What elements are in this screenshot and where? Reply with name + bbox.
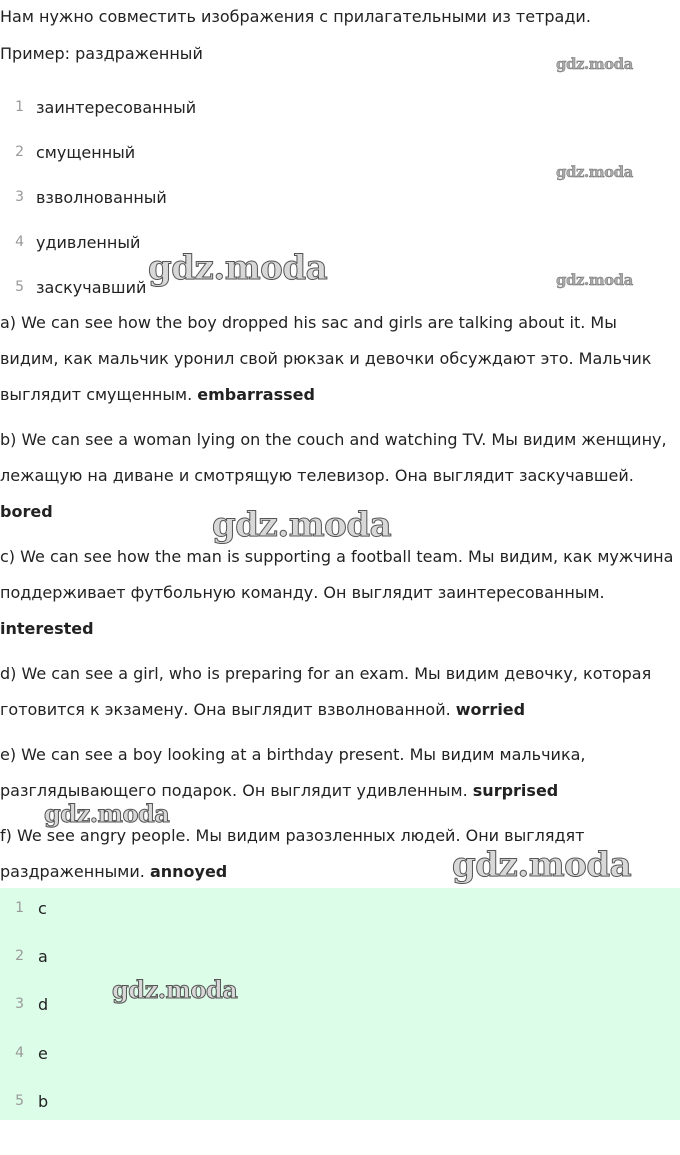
answer-word: annoyed bbox=[149, 862, 228, 881]
item-text: удивленный bbox=[36, 233, 141, 252]
answer-word: interested bbox=[0, 619, 94, 638]
paragraph-line: a) We can see how the boy dropped his sac and girls are talking about it. Мы bbox=[0, 313, 617, 332]
paragraph-line: c) We can see how the man is supporting a football team. Мы видим, как мужчина bbox=[0, 547, 674, 566]
paragraph-text: раздраженными. bbox=[0, 862, 150, 881]
paragraph-text: готовится к экзамену. Она выглядит взволнованной. bbox=[0, 700, 456, 719]
paragraph-line: d) We can see a girl, who is preparing for an exam. Мы видим девочку, которая bbox=[0, 664, 652, 683]
paragraph-line bbox=[0, 619, 94, 639]
paragraph-line: b) We can see a woman lying on the couch and watching TV. Мы видим женщину, bbox=[0, 430, 667, 449]
watermark: gdz.moda bbox=[212, 505, 392, 545]
answer-block bbox=[0, 888, 680, 1120]
item-text: смущенный bbox=[36, 143, 136, 162]
paragraph-line bbox=[0, 862, 227, 882]
watermark: gdz.moda bbox=[148, 248, 328, 288]
answer-number: 2 bbox=[15, 948, 24, 964]
item-number: 2 bbox=[15, 144, 24, 160]
paragraph-text: разглядывающего подарок. Он выглядит удивленным. bbox=[0, 781, 473, 800]
watermark: gdz.moda bbox=[556, 271, 633, 289]
answer-number: 4 bbox=[15, 1045, 24, 1061]
answer-word: surprised bbox=[472, 781, 559, 800]
paragraph-line bbox=[0, 385, 315, 405]
answer-word: bored bbox=[0, 502, 53, 521]
watermark: gdz.moda bbox=[452, 845, 632, 885]
item-text: взволнованный bbox=[36, 188, 167, 207]
answer-number: 3 bbox=[15, 996, 24, 1012]
paragraph-line: f) We see angry people. Мы видим разозленных людей. Они выглядят bbox=[0, 826, 585, 845]
item-text: заскучавший bbox=[36, 278, 147, 297]
paragraph-line: поддерживает футбольную команду. Он выглядит заинтересованным. bbox=[0, 583, 605, 602]
item-number: 3 bbox=[15, 189, 24, 205]
watermark: gdz.moda bbox=[556, 55, 633, 73]
answer-letter: d bbox=[38, 995, 49, 1014]
paragraph-line: видим, как мальчик уронил свой рюкзак и девочки обсуждают это. Мальчик bbox=[0, 349, 652, 368]
paragraph-line: лежащую на диване и смотрящую телевизор. Она выглядит заскучавшей. bbox=[0, 466, 634, 485]
watermark: gdz.moda bbox=[556, 163, 633, 181]
paragraph-text: выглядит смущенным. bbox=[0, 385, 198, 404]
item-number: 1 bbox=[15, 99, 24, 115]
item-number: 4 bbox=[15, 234, 24, 250]
paragraph-line bbox=[0, 700, 525, 720]
paragraph-line bbox=[0, 781, 558, 801]
item-text: заинтересованный bbox=[36, 98, 197, 117]
answer-letter: c bbox=[38, 899, 47, 918]
answer-word: worried bbox=[455, 700, 526, 719]
item-number: 5 bbox=[15, 279, 24, 295]
paragraph-line bbox=[0, 502, 53, 522]
example-text: Пример: раздраженный bbox=[0, 44, 203, 63]
intro-text: Нам нужно совместить изображения с прилагательными из тетради. bbox=[0, 7, 591, 26]
answer-letter: a bbox=[38, 947, 48, 966]
answer-number: 5 bbox=[15, 1093, 24, 1109]
answer-letter: b bbox=[38, 1092, 49, 1111]
answer-letter: e bbox=[38, 1044, 48, 1063]
watermark: gdz.moda bbox=[44, 799, 170, 828]
watermark: gdz.moda bbox=[112, 975, 238, 1004]
answer-number: 1 bbox=[15, 900, 24, 916]
answer-word: embarrassed bbox=[197, 385, 315, 404]
paragraph-line: e) We can see a boy looking at a birthday present. Мы видим мальчика, bbox=[0, 745, 586, 764]
